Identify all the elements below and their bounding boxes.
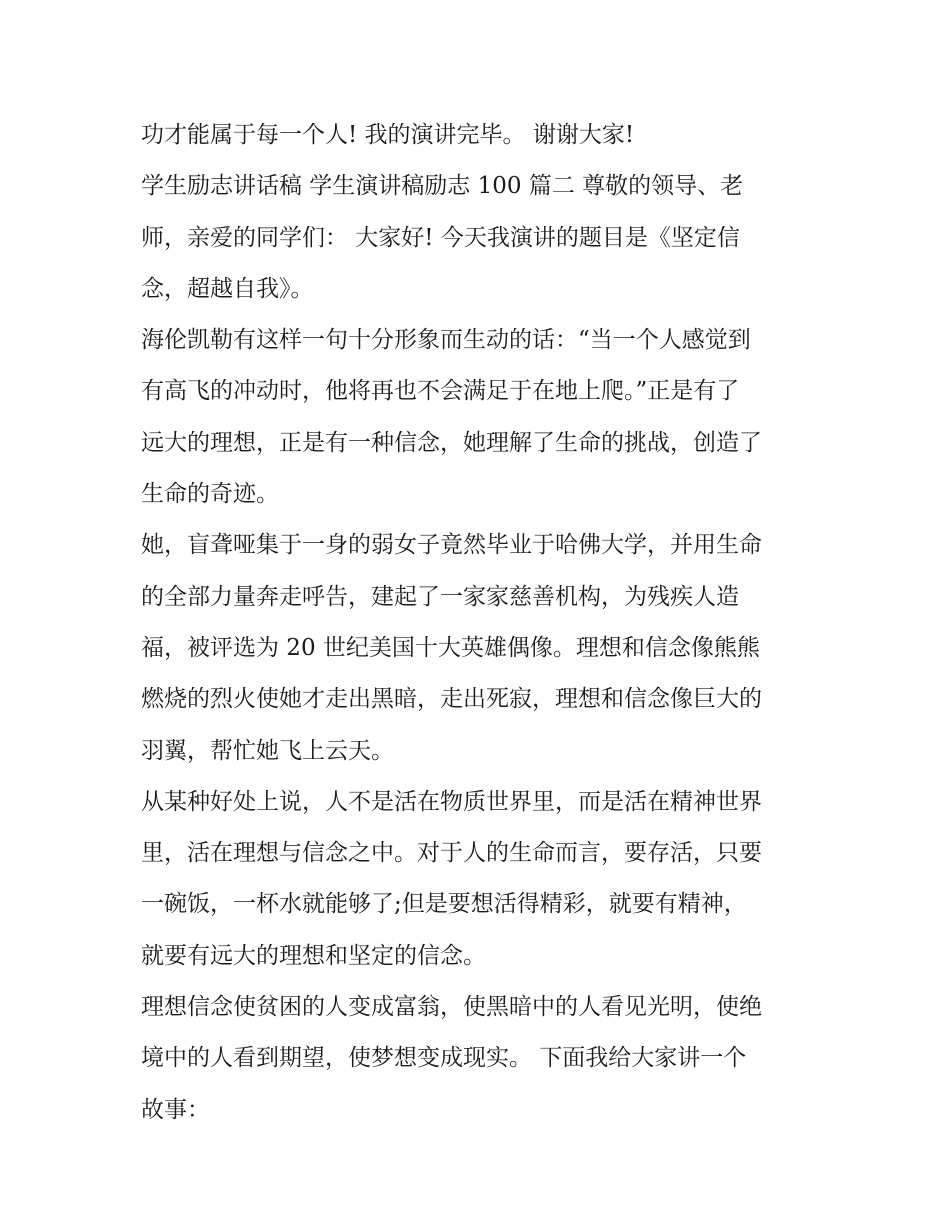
text-line: 师，亲爱的同学们： 大家好! 今天我演讲的题目是《坚定信 <box>141 224 740 251</box>
paragraph-helen-keller-story <box>141 520 821 776</box>
text-line: 远大的理想，正是有一种信念，她理解了生命的挑战，创造了 <box>141 429 762 456</box>
text-line: 故事： <box>141 1096 210 1123</box>
text-line: 她，盲聋哑集于一身的弱女子竟然毕业于哈佛大学，并用生命 <box>141 532 762 559</box>
text-line: 里，活在理想与信念之中。对于人的生命而言，要存活，只要 <box>141 840 762 867</box>
paragraph-helen-keller-quote <box>141 315 821 520</box>
text-line: 燃烧的烈火使她才走出黑暗，走出死寂，理想和信念像巨大的 <box>141 686 762 713</box>
text-line: 生命的奇迹。 <box>141 481 279 508</box>
paragraph-speech-title <box>141 161 821 315</box>
paragraph-spiritual-world <box>141 777 821 982</box>
text-line: 从某种好处上说，人不是活在物质世界里，而是活在精神世界 <box>141 788 762 815</box>
text-line: 念，超越自我》。 <box>141 275 314 302</box>
text-line: 的全部力量奔走呼告，建起了一家家慈善机构，为残疾人造 <box>141 583 739 610</box>
text-line: 福，被评选为 20 世纪美国十大英雄偶像。理想和信念像熊熊 <box>141 634 760 661</box>
paragraph-power-of-belief <box>141 982 821 1136</box>
document-body <box>141 110 821 1136</box>
text-line: 一碗饭，一杯水就能够了;但是要想活得精彩，就要有精神， <box>141 891 747 918</box>
text-line: 羽翼，帮忙她飞上云天。 <box>141 737 394 764</box>
paragraph-closing <box>141 110 821 161</box>
text-line: 境中的人看到期望，使梦想变成现实。 下面我给大家讲一个 <box>141 1045 747 1072</box>
text-line: 理想信念使贫困的人变成富翁，使黑暗中的人看见光明，使绝 <box>141 994 762 1021</box>
text-line: 有高飞的冲动时，他将再也不会满足于在地上爬。”正是有了 <box>141 378 740 405</box>
text-line: 海伦凯勒有这样一句十分形象而生动的话：“当一个人感觉到 <box>141 327 751 354</box>
text-line: 功才能属于每一个人! 我的演讲完毕。 谢谢大家! <box>141 122 635 148</box>
text-line: 学生励志讲话稿 学生演讲稿励志 100 篇二 尊敬的领导、老 <box>141 173 744 200</box>
text-line: 就要有远大的理想和坚定的信念。 <box>141 942 486 969</box>
